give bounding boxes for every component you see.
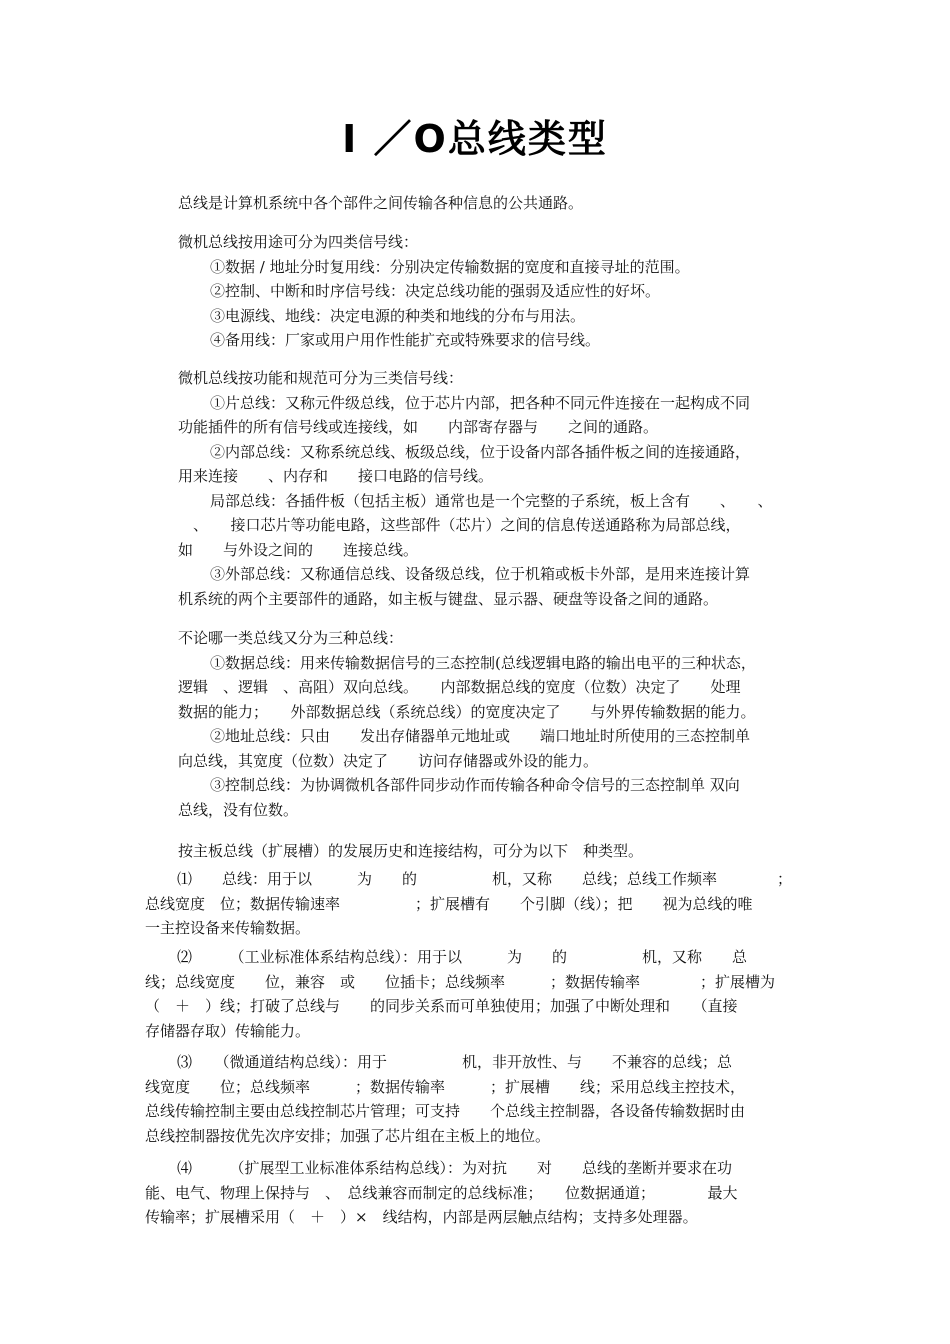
paragraph-bus-type-4 — [145, 1156, 807, 1230]
text-line: ②内部总线：又称系统总线、板级总线，位于设备内部各插件板之间的连接通路， — [210, 442, 751, 461]
paragraph-bus-type-2 — [145, 945, 807, 1043]
page-title: I ／O总线类型 — [342, 117, 608, 161]
paragraph-bus-definition — [178, 191, 806, 216]
text-line: 总线是计算机系统中各个部件之间传输各种信息的公共通路。 — [178, 194, 584, 212]
list-item: ③电源线、地线：决定电源的种类和地线的分布与用法。 — [210, 306, 586, 325]
text-line: ①数据总线：用来传输数据信号的三态控制(总线逻辑电路的输出电平的三种状态， — [210, 653, 756, 672]
paragraph-bus-type-1 — [145, 867, 807, 941]
paragraph-three-bus-types — [178, 626, 806, 822]
text-line: 向总线，其宽度（位数）决定了 访问存储器或外设的能力。 — [178, 751, 599, 770]
text-line: 按主板总线（扩展槽）的发展历史和连接结构，可分为以下 种类型。 — [178, 842, 644, 860]
text-line: 线宽度 位；总线频率 ；数据传输率 ；扩展槽 线；采用总线主控技术， — [145, 1077, 746, 1096]
text-line: 数据的能力； 外部数据总线（系统总线）的宽度决定了 与外界传输数据的能力。 — [178, 702, 756, 721]
text-line: ②地址总线：只由 发出存储器单元地址或 端口地址时所使用的三态控制单 — [210, 727, 751, 745]
text-line: ⑴ 总线：用于以 为 的 机，又称 总线；总线工作频率 ； — [177, 870, 793, 888]
paragraph-four-signal-lines — [178, 230, 806, 353]
text-line: 一主控设备来传输数据。 — [145, 919, 311, 937]
text-line: 局部总线：各插件板（包括主板）通常也是一个完整的子系统，板上含有 、 、 — [210, 491, 773, 510]
text-line: ③控制总线：为协调微机各部件同步动作而传输各种命令信号的三态控制单 双向 — [210, 776, 740, 794]
list-item: ④备用线：厂家或用户用作性能扩充或特殊要求的信号线。 — [210, 331, 601, 349]
text-line: 如 与外设之间的 连接总线。 — [178, 540, 419, 559]
text-line: 功能插件的所有信号线或连接线，如 内部寄存器与 之间的通路。 — [178, 418, 659, 436]
text-line: 传输率；扩展槽采用（ ＋ ）× 线结构，内部是两层触点结构；支持多处理器。 — [145, 1208, 698, 1226]
text-line: 总线宽度 位；数据传输速率 ；扩展槽有 个引脚（线）；把 视为总线的唯 — [145, 894, 753, 913]
text-line: ⑷ （扩展型工业标准体系结构总线）：为对抗 对 总线的垄断并要求在功 — [177, 1159, 733, 1177]
text-line: 总线传输控制主要由总线控制芯片管理；可支持 个总线主控制器，各设备传输数据时由 — [145, 1102, 746, 1120]
text-line: 机系统的两个主要部件的通路，如主板与键盘、显示器、硬盘等设备之间的通路。 — [178, 589, 719, 608]
text-line: ⑶ （微通道结构总线）：用于 机，非开放性、与 不兼容的总线；总 — [177, 1053, 733, 1071]
text-line: 总线，没有位数。 — [178, 800, 299, 819]
paragraph-bus-type-3 — [145, 1050, 807, 1148]
text-line: ⑵ （工业标准体系结构总线）：用于以 为 的 机，又称 总 — [177, 948, 748, 966]
list-item: ②控制、中断和时序信号线：决定总线功能的强弱及适应性的好坏。 — [210, 282, 661, 300]
text-line: ③外部总线：又称通信总线、设备级总线，位于机箱或板卡外部，是用来连接计算 — [210, 565, 751, 583]
text-line: 、 接口芯片等功能电路，这些部件（芯片）之间的信息传送通路称为局部总线， — [178, 516, 741, 534]
paragraph-mainboard-bus-intro — [178, 839, 806, 864]
text-line: 存储器存取）传输能力。 — [145, 1021, 311, 1040]
text-line: 总线控制器按优先次序安排；加强了芯片组在主板上的地位。 — [145, 1126, 551, 1145]
text-line: 用来连接 、内存和 接口电路的信号线。 — [178, 467, 494, 485]
list-item: ①数据 / 地址分时复用线：分别决定传输数据的宽度和直接寻址的范围。 — [210, 257, 690, 276]
text-line: 逻辑 、逻辑 、高阻）双向总线。 内部数据总线的宽度（位数）决定了 处理 — [178, 678, 741, 696]
text-line: 不论哪一类总线又分为三种总线： — [178, 629, 404, 647]
text-line: 微机总线按用途可分为四类信号线： — [178, 233, 419, 251]
text-line: 能、电气、物理上保持与 、 总线兼容而制定的总线标准； 位数据通道； 最大 — [145, 1183, 738, 1202]
text-line: ①片总线：又称元件级总线，位于芯片内部，把各种不同元件连接在一起构成不同 — [210, 393, 751, 412]
paragraph-three-bus-levels — [178, 366, 806, 611]
text-line: 线；总线宽度 位，兼容 或 位插卡；总线频率 ；数据传输率 ；扩展槽为 — [145, 972, 776, 991]
text-line: 微机总线按功能和规范可分为三类信号线： — [178, 369, 464, 387]
text-line: （ ＋ ）线；打破了总线与 的同步关系而可单独使用；加强了中断处理和 （直接 — [145, 997, 738, 1015]
